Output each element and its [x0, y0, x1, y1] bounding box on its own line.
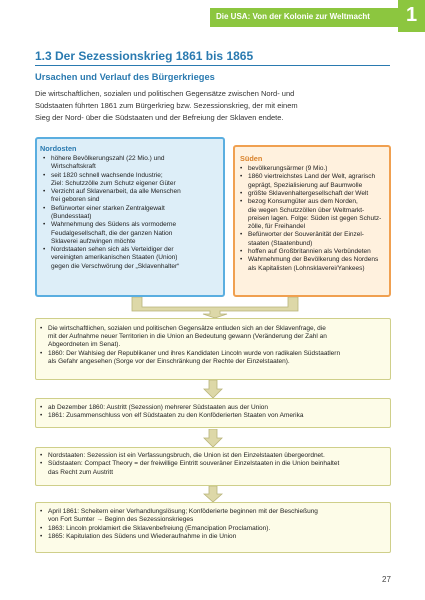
text-line: • größte Sklavenhaltergesellschaft der Welt	[248, 189, 369, 197]
list-item	[40, 325, 388, 350]
chapter-title: Die USA: Von der Kolonie zur Weltmacht	[216, 12, 370, 21]
causes-list	[40, 325, 388, 366]
intro-line: Die wirtschaftlichen, sozialen und politischen Gegensätze zwischen Nord- und	[35, 89, 295, 98]
list-item	[40, 404, 388, 412]
text-line: • bevölkerungsärmer (9 Mio.)	[248, 165, 328, 172]
section-divider	[35, 65, 390, 66]
list-item	[40, 452, 388, 460]
north-title: Nordosten	[40, 144, 77, 153]
intro-line: Südstaaten führten 1861 zum Bürgerkrieg bzw. Sezessionskrieg, der mit einem	[35, 101, 298, 110]
text-line: Feudalgesellschaft, die der ganzen Nation	[51, 229, 173, 237]
arrow-down-icon	[203, 429, 223, 447]
text-line: • Wahrnehmung der Bevölkerung des Nordens	[248, 256, 379, 264]
list-item	[43, 205, 221, 221]
list-item	[40, 350, 388, 366]
list-item	[40, 533, 388, 541]
intro-line: Sieg der Nord- über die Südstaaten und der Befreiung der Sklaven endete.	[35, 113, 284, 122]
text-line: zölle, für Freihandel	[248, 222, 306, 230]
list-item	[240, 248, 388, 256]
text-line: • ab Dezember 1860: Austritt (Sezession) mehrerer Südstaaten aus der Union	[48, 404, 269, 411]
list-item	[240, 165, 388, 173]
text-line: das Recht zum Austritt	[48, 468, 114, 476]
text-line: staaten (Staatenbund)	[248, 239, 313, 247]
text-line: Abgeordneten im Senat).	[48, 341, 121, 349]
list-item	[40, 508, 388, 524]
text-line: die wegen Schutzzöllen über Weltmarkt-	[248, 206, 365, 214]
text-line: • Südstaaten: Compact Theory = der freiwillige Eintritt souveräner Einzelstaaten in die Union beinhaltet	[48, 460, 340, 468]
section-title: 1.3 Der Sezessionskrieg 1861 bis 1865	[35, 49, 254, 63]
secession-list	[40, 404, 388, 421]
list-item	[240, 256, 388, 272]
list-item	[240, 198, 388, 231]
text-line: als Gefahr angesehen (Sorge vor der Einschränkung der Rechte der Einzelstaaten).	[48, 358, 290, 365]
list-item	[40, 525, 388, 533]
subheading: Ursachen und Verlauf des Bürgerkrieges	[35, 72, 215, 82]
text-line: • 1860 viertreichstes Land der Welt, agrarisch	[248, 173, 376, 181]
merge-arrows-icon	[130, 297, 300, 318]
positions-list	[40, 452, 388, 477]
text-line: • hoffen auf Großbritannien als Verbündeten	[248, 247, 371, 255]
text-line: • höhere Bevölkerungszahl (22 Mio.) und	[51, 155, 165, 162]
text-line: (Bundesstaat)	[51, 212, 92, 220]
south-list	[240, 165, 388, 273]
arrow-down-icon	[203, 380, 223, 398]
text-line: • Nordstaaten sehen sich als Verteidiger der	[51, 246, 174, 254]
text-line: von Fort Sumter → Beginn des Sezessionskrieges	[48, 516, 194, 524]
text-line: • Nordstaaten: Sezession ist ein Verfassungsbruch, die Union ist den Einzelstaaten übergeordnet.	[48, 452, 325, 459]
list-item	[43, 172, 221, 188]
text-line: • bezog Konsumgüter aus dem Norden,	[248, 198, 358, 206]
text-line: • 1863: Lincoln proklamiert die Sklavenbefreiung (Emancipation Proclamation).	[48, 524, 271, 532]
text-line: Sklaverei aufzwingen möchte	[51, 237, 136, 245]
text-line: • Wahrnehmung des Südens als vormoderne	[51, 221, 177, 229]
south-title: Süden	[240, 154, 263, 163]
text-line: • seit 1820 schnell wachsende Industrie;	[51, 171, 163, 179]
list-item	[43, 221, 221, 246]
list-item	[43, 246, 221, 271]
list-item	[240, 231, 388, 247]
text-line: • Befürworter einer starken Zentralgewalt	[51, 204, 165, 212]
north-list	[43, 155, 221, 271]
text-line: vereinigten amerikanischen Staaten (Union)	[51, 254, 178, 262]
text-line: • 1860: Der Wahlsieg der Republikaner und ihres Kandidaten Lincoln wurde von radikalen Südstaatlern	[48, 349, 341, 357]
text-line: • Verzicht auf Sklavenarbeit, da alle Menschen	[51, 188, 181, 196]
war-course-list	[40, 508, 388, 541]
text-line: • Die wirtschaftlichen, sozialen und politischen Gegensätze entluden sich an der Sklavenfrage, die	[48, 325, 326, 332]
text-line: • 1865: Kapitulation des Südens und Wiederaufnahme in die Union	[48, 532, 237, 540]
list-item	[40, 412, 388, 420]
list-item	[43, 188, 221, 204]
chapter-number: 1	[405, 4, 418, 26]
text-line: als Kapitalisten (Lohnsklaverei/Yankees)	[248, 264, 365, 272]
text-line: • Befürworter der Souveränität der Einzel-	[248, 231, 364, 239]
text-line: preisen lagen. Folge: Süden ist gegen Schutz-	[248, 214, 382, 222]
intro-paragraph	[35, 88, 395, 124]
list-item	[40, 460, 388, 476]
list-item	[43, 155, 221, 171]
list-item	[240, 173, 388, 189]
text-line: geprägt, Spezialisierung auf Baumwolle	[248, 181, 363, 189]
text-line: • April 1861: Scheitern einer Verhandlungslösung; Konföderierte beginnen mit der Beschießung	[48, 508, 318, 515]
text-line: frei geboren sind	[51, 196, 100, 204]
text-line: gegen die Verschwörung der „Sklavenhalter“	[51, 262, 180, 270]
arrow-down-icon	[203, 486, 223, 502]
list-item	[240, 190, 388, 198]
text-line: mit der Aufnahme neuer Territorien in die Union an Bedeutung gewann (Veränderung der Zahl an	[48, 333, 327, 341]
text-line: Ziel: Schutzzölle zum Schutz eigener Güter	[51, 179, 176, 187]
page-number: 27	[382, 575, 391, 584]
text-line: Wirtschaftskraft	[51, 163, 96, 171]
text-line: • 1861: Zusammenschluss von elf Südstaaten zu den Konföderierten Staaten von Amerika	[48, 412, 304, 420]
